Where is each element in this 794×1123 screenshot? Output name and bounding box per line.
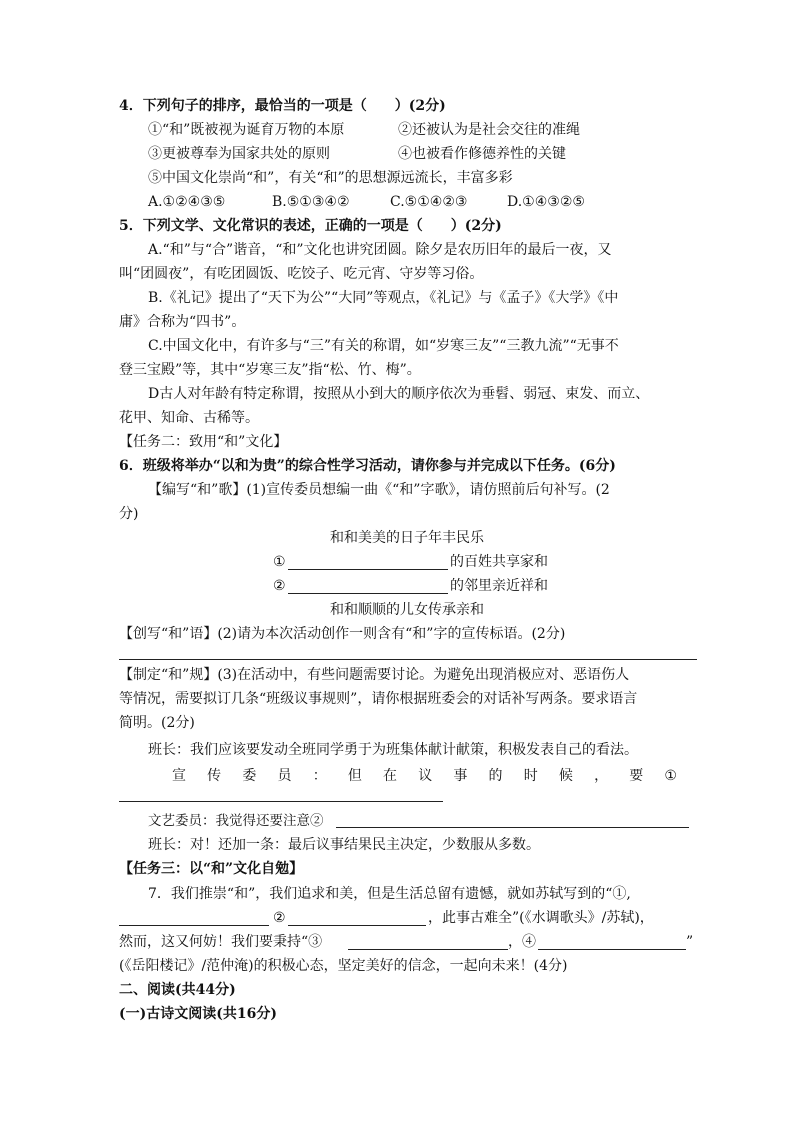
- dialogue-char: ，: [594, 768, 609, 784]
- dialogue-char: 员: [277, 768, 292, 784]
- q6-part1-line2: 分): [119, 506, 139, 522]
- q7-blank-2-marker: ②: [273, 910, 286, 926]
- q4-sentence-1: ①“和”既被视为诞育万物的本原: [148, 122, 345, 138]
- dialogue-char: ：: [312, 768, 327, 784]
- dialogue-char: 议: [418, 768, 433, 784]
- dialogue-char: 在: [383, 768, 398, 784]
- q4-option-c: C.⑤①④②③: [390, 194, 468, 210]
- q5-option-b-line1: B.《礼记》提出了“天下为公”“大同”等观点，《礼记》与《孟子》《大学》《中: [148, 290, 619, 306]
- q5-option-c-line2: 登三宝殿”等，其中“岁寒三友”指“松、竹、梅”。: [119, 362, 421, 378]
- song-blank-2[interactable]: [288, 593, 448, 594]
- dialogue-blank-2[interactable]: [336, 827, 689, 828]
- dialogue-char: 但: [347, 768, 362, 784]
- dialogue-char: 传: [207, 768, 222, 784]
- task3-heading: 【任务三：以“和”文化自勉】: [119, 861, 304, 877]
- q7-blank-4-marker: ，④: [508, 934, 536, 950]
- q6-part3-line3: 简明。(2分): [119, 715, 195, 731]
- q4-sentence-2: ②还被认为是社会交往的准绳: [398, 122, 580, 138]
- q4-sentence-4: ④也被看作修德养性的关键: [398, 146, 566, 162]
- q6-part3-line2: 等情况，需要拟订几条“班级议事规则”，请你根据班委会的对话补写两条。要求语言: [119, 691, 638, 707]
- dialogue-char: ①: [664, 768, 677, 784]
- q4-sentence-3: ③更被尊奉为国家共处的原则: [148, 146, 330, 162]
- q7-blank-2[interactable]: [288, 925, 426, 926]
- song-line-2-suffix: 的百姓共享家和: [450, 554, 548, 570]
- q5-option-b-line2: 庸》合称为“四书”。: [119, 314, 246, 330]
- dialogue-char: 的: [488, 768, 503, 784]
- dialogue-publicity-row: [172, 767, 677, 785]
- q5-title: 5．下列文学、文化常识的表述，正确的一项是（ ）(2分): [119, 218, 502, 234]
- q6-part3-line1: 【制定“和”规】(3)在活动中，有些问题需要讨论。为避免出现消极应对、恶语伤人: [119, 667, 630, 683]
- q7-line3-end: ”: [686, 934, 694, 950]
- dialogue-arts-prefix: 文艺委员：我觉得还要注意②: [148, 813, 324, 829]
- q7-line3-start: 然而，这又何妨！我们要秉持“③: [119, 934, 323, 950]
- q6-part1-line1: 【编写“和”歌】(1)宣传委员想编一曲《“和”字歌》，请仿照前后句补写。(2: [148, 482, 610, 498]
- song-blank-2-marker: ②: [273, 578, 286, 594]
- q5-option-d-line1: D古人对年龄有特定称谓，按照从小到大的顺序依次为垂髫、弱冠、束发、而立、: [148, 386, 650, 402]
- song-line-1: 和和美美的日子年丰民乐: [330, 530, 484, 546]
- q5-option-a-line2: 叫“团圆夜”，有吃团圆饭、吃饺子、吃元宵、守岁等习俗。: [119, 266, 484, 282]
- dialogue-char: 要: [629, 768, 644, 784]
- q5-option-c-line1: C.中国文化中，有许多与“三”有关的称谓，如“岁寒三友”“三教九流”“无事不: [148, 338, 619, 354]
- section2-heading: 二、阅读(共44分): [119, 982, 236, 998]
- q4-option-a: A.①②④③⑤: [148, 194, 226, 210]
- q7-line2-end: ，此事古难全”(《水调歌头》/苏轼)，: [428, 910, 654, 926]
- song-line-4: 和和顺顺的儿女传承亲和: [330, 602, 484, 618]
- dialogue-monitor-2: 班长：对！还加一条：最后议事结果民主决定，少数服从多数。: [148, 837, 540, 853]
- q7-blank-1[interactable]: [119, 925, 269, 926]
- q5-option-a-line1: A.“和”与“合”谐音，“和”文化也讲究团圆。除夕是农历旧年的最后一夜，又: [148, 242, 612, 258]
- q4-sentence-5: ⑤中国文化崇尚“和”，有关“和”的思想源远流长，丰富多彩: [148, 170, 513, 186]
- dialogue-blank-1[interactable]: [119, 801, 443, 802]
- slogan-answer-line[interactable]: [119, 659, 697, 660]
- q6-part2: 【创写“和”语】(2)请为本次活动创作一则含有“和”字的宣传标语。(2分): [119, 626, 566, 642]
- song-blank-1[interactable]: [288, 569, 448, 570]
- song-line-3-suffix: 的邻里亲近祥和: [450, 578, 548, 594]
- q7-blank-4[interactable]: [538, 949, 686, 950]
- q5-option-d-line2: 花甲、知命、古稀等。: [119, 410, 259, 426]
- q4-option-d: D.①④③②⑤: [507, 194, 585, 210]
- dialogue-monitor-1: 班长：我们应该要发动全班同学勇于为班集体献计献策，积极发表自己的看法。: [148, 742, 638, 758]
- dialogue-char: 委: [242, 768, 257, 784]
- task2-heading: 【任务二：致用“和”文化】: [119, 434, 288, 450]
- q4-title: 4．下列句子的排序，最恰当的一项是（ ）(2分): [119, 98, 446, 114]
- dialogue-char: 时: [523, 768, 538, 784]
- dialogue-char: 事: [453, 768, 468, 784]
- section2-1-heading: (一)古诗文阅读(共16分): [119, 1006, 277, 1022]
- q6-title: 6．班级将举办“以和为贵”的综合性学习活动，请你参与并完成以下任务。(6分): [119, 458, 616, 474]
- q7-line1: 7．我们推崇“和”，我们追求和美，但是生活总留有遗憾，就如苏轼写到的“①,: [148, 886, 631, 902]
- q4-option-b: B.⑤①③④②: [272, 194, 350, 210]
- q7-line4: (《岳阳楼记》/范仲淹)的积极心态，坚定美好的信念，一起向未来！(4分): [119, 958, 568, 974]
- dialogue-char: 宣: [172, 768, 186, 784]
- q7-blank-3[interactable]: [348, 949, 508, 950]
- dialogue-char: 候: [558, 768, 573, 784]
- song-blank-1-marker: ①: [273, 554, 286, 570]
